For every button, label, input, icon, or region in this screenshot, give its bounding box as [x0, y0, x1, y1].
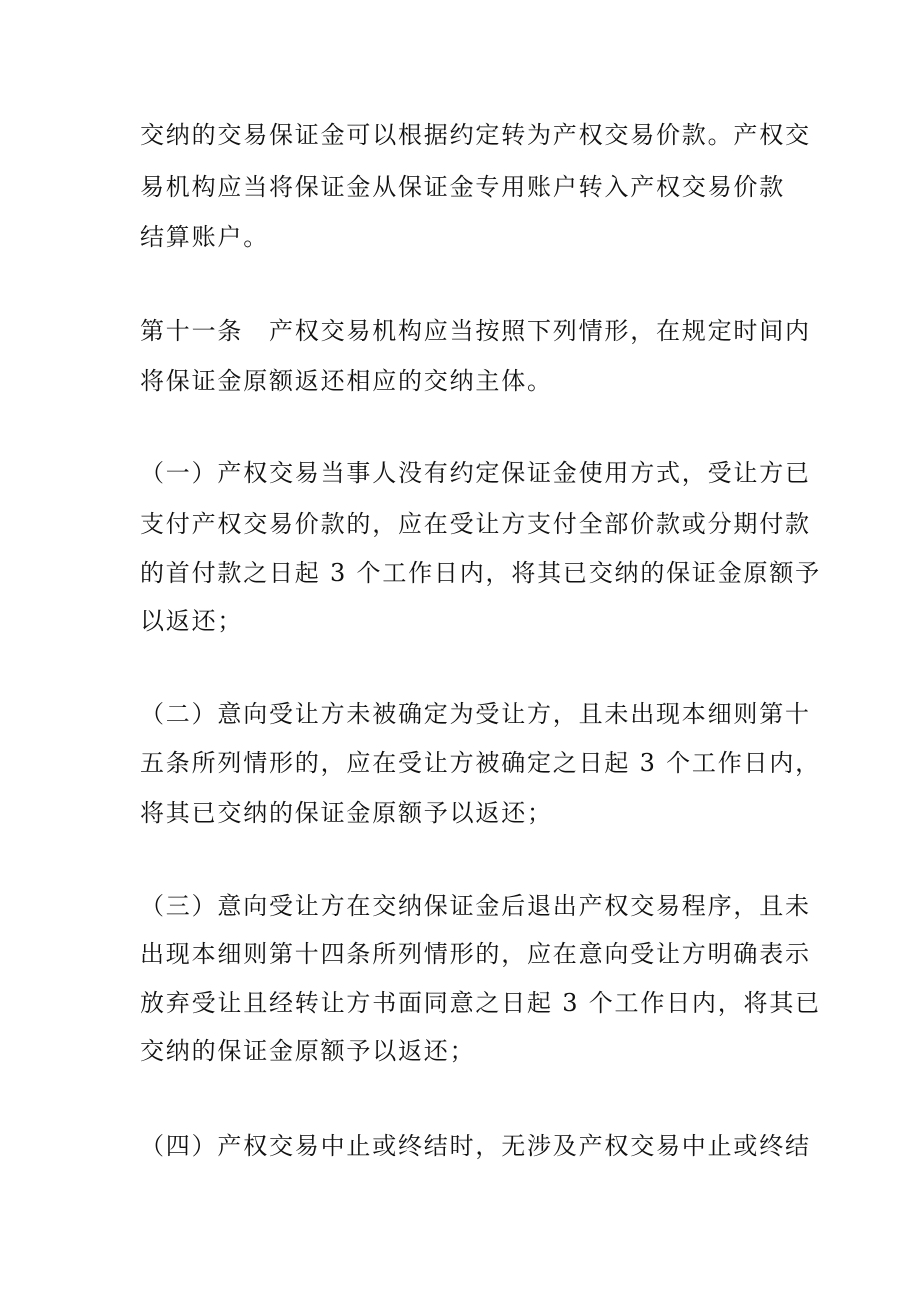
paragraph-line: 交纳的交易保证金可以根据约定转为产权交易价款。产权交	[140, 121, 811, 149]
clause-line: 将其已交纳的保证金原额予以返还；	[140, 799, 553, 827]
clause-line: 交纳的保证金原额予以返还；	[140, 1037, 476, 1065]
clause-line: 支付产权交易价款的，应在受让方支付全部价款或分期付款	[140, 510, 811, 538]
clause-line: （二）意向受让方未被确定为受让方，且未出现本细则第十	[140, 700, 811, 728]
clause-line: 放弃受让且经转让方书面同意之日起 3 个工作日内，将其已	[140, 989, 821, 1017]
clause-line: 五条所列情形的，应在受让方被确定之日起 3 个工作日内，	[140, 749, 821, 777]
paragraph-line: 易机构应当将保证金从保证金专用账户转入产权交易价款	[140, 173, 785, 201]
clause-line: 出现本细则第十四条所列情形的，应在意向受让方明确表示	[140, 940, 811, 968]
article-heading-line: 第十一条 产权交易机构应当按照下列情形，在规定时间内	[140, 317, 811, 345]
clause-line: （三）意向受让方在交纳保证金后退出产权交易程序，且未	[140, 892, 811, 920]
clause-line: （一）产权交易当事人没有约定保证金使用方式，受让方已	[140, 459, 811, 487]
clause-line: （四）产权交易中止或终结时，无涉及产权交易中止或终结	[140, 1132, 811, 1160]
paragraph-line: 结算账户。	[140, 223, 269, 251]
paragraph-line: 将保证金原额返还相应的交纳主体。	[140, 367, 553, 395]
clause-line: 的首付款之日起 3 个工作日内，将其已交纳的保证金原额予	[140, 559, 821, 587]
clause-line: 以返还；	[140, 607, 244, 635]
